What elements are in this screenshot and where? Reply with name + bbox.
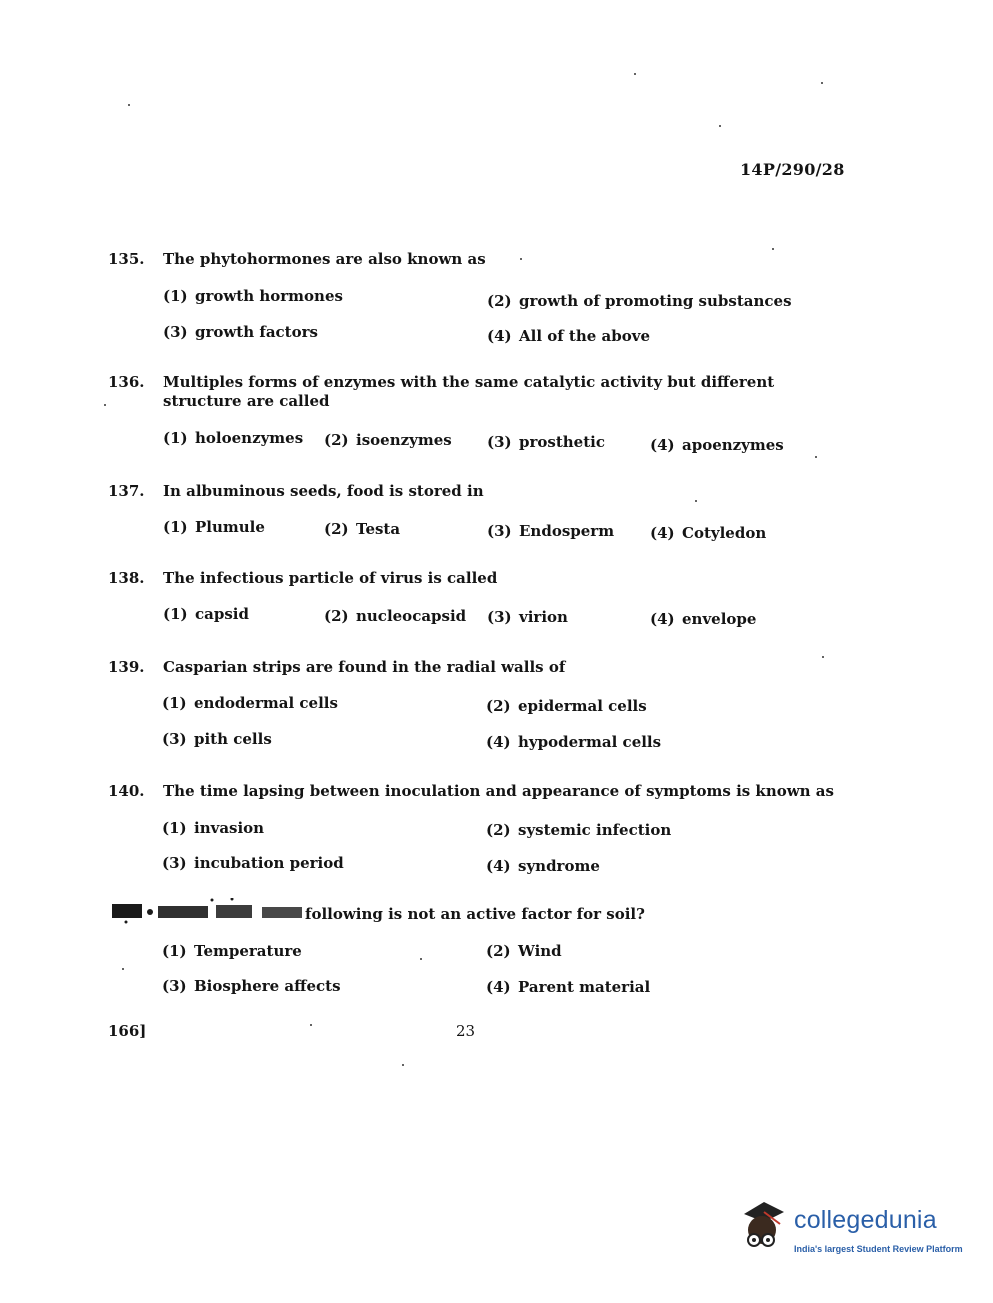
scan-speck xyxy=(821,82,823,84)
option-number: (3) xyxy=(162,977,187,995)
option-3 xyxy=(487,433,605,451)
option-text: Cotyledon xyxy=(682,524,767,542)
option-2 xyxy=(486,942,562,960)
scan-speck xyxy=(520,258,522,260)
option-text: growth of promoting substances xyxy=(519,292,792,310)
option-text: pith cells xyxy=(194,730,272,748)
scan-speck xyxy=(310,1024,312,1026)
option-number: (4) xyxy=(486,857,511,875)
scan-speck xyxy=(772,248,774,250)
option-number: (1) xyxy=(162,819,187,837)
option-3 xyxy=(487,522,614,540)
option-text: systemic infection xyxy=(518,821,672,839)
option-text: Wind xyxy=(518,942,562,960)
option-4 xyxy=(487,327,650,345)
option-number: (2) xyxy=(324,607,349,625)
option-text: growth factors xyxy=(195,323,318,341)
option-2 xyxy=(324,431,452,449)
option-number: (4) xyxy=(486,733,511,751)
option-text: epidermal cells xyxy=(518,697,647,715)
option-number: (4) xyxy=(486,978,511,996)
option-text: Endosperm xyxy=(519,522,615,540)
option-2 xyxy=(487,292,792,310)
ink-smudge xyxy=(112,898,302,924)
brand-mascot-icon xyxy=(734,1196,790,1258)
question-number: 135. xyxy=(108,250,145,268)
scan-speck xyxy=(822,656,824,658)
option-4 xyxy=(486,733,661,751)
question-number: 139. xyxy=(108,658,145,676)
option-number: (1) xyxy=(163,429,188,447)
option-4 xyxy=(650,436,784,454)
option-number: (2) xyxy=(487,292,512,310)
option-4 xyxy=(650,524,766,542)
scan-speck xyxy=(634,73,636,75)
option-number: (1) xyxy=(163,518,188,536)
option-text: incubation period xyxy=(194,854,344,872)
scan-speck xyxy=(402,1064,404,1066)
option-2 xyxy=(324,607,466,625)
option-text: invasion xyxy=(194,819,265,837)
option-text: nucleocapsid xyxy=(356,607,467,625)
option-text: endodermal cells xyxy=(194,694,338,712)
option-number: (1) xyxy=(162,694,187,712)
option-number: (4) xyxy=(650,610,675,628)
brand-name: collegedunia xyxy=(794,1206,937,1234)
footer-code: 166] xyxy=(108,1022,147,1040)
brand-tagline: India's largest Student Review Platform xyxy=(794,1244,963,1254)
option-number: (4) xyxy=(487,327,512,345)
option-text: prosthetic xyxy=(519,433,605,451)
option-text: virion xyxy=(519,608,568,626)
page-number: 23 xyxy=(456,1022,476,1040)
option-text: hypodermal cells xyxy=(518,733,662,751)
option-1 xyxy=(163,429,303,447)
option-2 xyxy=(486,821,671,839)
option-text: envelope xyxy=(682,610,757,628)
option-number: (3) xyxy=(163,323,188,341)
option-1 xyxy=(162,942,302,960)
option-text: syndrome xyxy=(518,857,600,875)
question-number: 140. xyxy=(108,782,145,800)
scan-speck xyxy=(104,404,106,406)
option-1 xyxy=(163,518,265,536)
option-3 xyxy=(162,730,272,748)
question-text: following is not an active factor for soil? xyxy=(305,905,645,923)
scan-speck xyxy=(122,968,124,970)
option-3 xyxy=(163,323,318,341)
option-4 xyxy=(486,857,600,875)
option-4 xyxy=(486,978,650,996)
option-text: Parent material xyxy=(518,978,651,996)
option-4 xyxy=(650,610,756,628)
scan-speck xyxy=(815,456,817,458)
option-number: (1) xyxy=(162,942,187,960)
option-number: (3) xyxy=(487,433,512,451)
option-text: holoenzymes xyxy=(195,429,304,447)
option-1 xyxy=(163,605,249,623)
option-text: capsid xyxy=(195,605,249,623)
question-number: 137. xyxy=(108,482,145,500)
option-text: Testa xyxy=(356,520,401,538)
option-number: (1) xyxy=(163,605,188,623)
option-text: Temperature xyxy=(194,942,302,960)
option-number: (2) xyxy=(324,520,349,538)
collegedunia-watermark xyxy=(734,1196,964,1258)
question-number: 136. xyxy=(108,373,145,391)
option-number: (2) xyxy=(486,821,511,839)
option-number: (3) xyxy=(487,522,512,540)
option-3 xyxy=(162,854,344,872)
question-text: In albuminous seeds, food is stored in xyxy=(163,482,484,500)
question-text: Casparian strips are found in the radial walls of xyxy=(163,658,566,676)
option-text: Biosphere affects xyxy=(194,977,341,995)
option-1 xyxy=(163,287,343,305)
option-3 xyxy=(487,608,568,626)
question-number: 138. xyxy=(108,569,145,587)
option-number: (2) xyxy=(486,697,511,715)
scan-speck xyxy=(420,958,422,960)
option-number: (2) xyxy=(486,942,511,960)
question-text: The time lapsing between inoculation and appearance of symptoms is known as xyxy=(163,782,834,800)
option-number: (3) xyxy=(162,730,187,748)
option-text: apoenzymes xyxy=(682,436,784,454)
scan-speck xyxy=(719,125,721,127)
option-number: (3) xyxy=(162,854,187,872)
option-number: (4) xyxy=(650,436,675,454)
option-text: growth hormones xyxy=(195,287,343,305)
option-1 xyxy=(162,694,338,712)
option-number: (3) xyxy=(487,608,512,626)
option-2 xyxy=(486,697,647,715)
scan-speck xyxy=(695,500,697,502)
question-text: The phytohormones are also known as xyxy=(163,250,486,268)
page-code: 14P/290/28 xyxy=(740,160,845,179)
option-2 xyxy=(324,520,400,538)
option-3 xyxy=(162,977,341,995)
option-text: All of the above xyxy=(519,327,651,345)
option-number: (1) xyxy=(163,287,188,305)
option-text: isoenzymes xyxy=(356,431,452,449)
option-text: Plumule xyxy=(195,518,265,536)
scan-speck xyxy=(128,104,130,106)
option-number: (2) xyxy=(324,431,349,449)
option-number: (4) xyxy=(650,524,675,542)
question-text: Multiples forms of enzymes with the same catalytic activity but different structure are called xyxy=(163,373,775,410)
option-1 xyxy=(162,819,264,837)
question-text: The infectious particle of virus is called xyxy=(163,569,498,587)
